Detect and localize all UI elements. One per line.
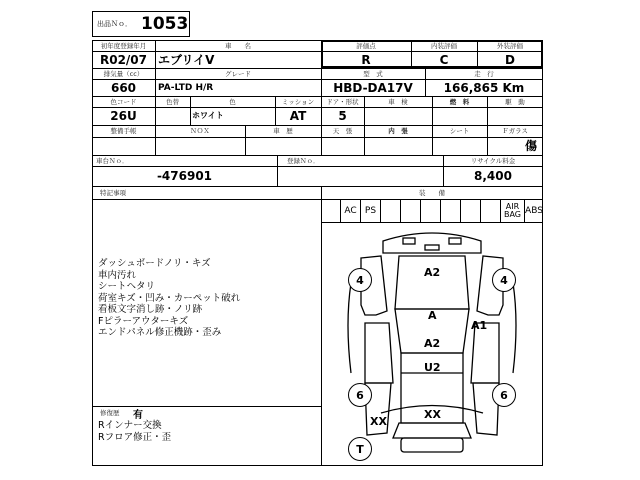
first-registration: R02/07 xyxy=(99,52,148,67)
doors-label: ドア・形状 xyxy=(326,97,359,106)
equipment-item: ABS xyxy=(525,206,543,216)
tire-front-left: 4 xyxy=(348,268,372,292)
equipment-item: AIR BAG xyxy=(501,199,525,223)
equipment-item: PS xyxy=(361,199,381,223)
repaint xyxy=(155,107,190,125)
equipment-item xyxy=(421,199,441,223)
remark-line: ダッシュボードノリ・キズ xyxy=(98,258,211,269)
equipment-label: 装 備 xyxy=(419,188,445,197)
equipment-item xyxy=(441,199,461,223)
equipment-item: AC xyxy=(341,199,361,223)
headliner-label: 天 張 xyxy=(332,127,353,135)
drive-label: 駆 動 xyxy=(505,97,525,106)
interior-score: C xyxy=(439,52,449,67)
drive xyxy=(487,107,543,125)
mileage: 166,865 Km xyxy=(443,80,525,95)
equipment-item xyxy=(381,199,401,223)
tire-rear-right: 6 xyxy=(492,383,516,407)
car-name: エブリイV xyxy=(158,52,215,67)
repaint-label: 色替 xyxy=(166,97,179,106)
remark-line: シートヘタリ xyxy=(98,281,156,292)
remarks-label: 特記事項 xyxy=(100,189,126,197)
damage-rear-left: XX xyxy=(370,415,387,428)
fuel xyxy=(432,107,487,125)
equipment-item xyxy=(461,199,481,223)
repair-history-value: 有 xyxy=(133,410,143,421)
front-glass: 傷 xyxy=(524,139,537,153)
displacement-label: 排気量（cc） xyxy=(103,69,144,78)
remark-line: 車内汚れ xyxy=(98,269,137,281)
equipment-item xyxy=(401,199,421,223)
inspection-label: 車 検 xyxy=(388,97,408,106)
chassis-number-label: 車台Ｎｏ． xyxy=(96,157,129,165)
recycle-fee-label: リサイクル料金 xyxy=(470,156,516,165)
recycle-fee: 8,400 xyxy=(474,169,512,183)
damage-hood: A2 xyxy=(424,266,441,279)
repair-line: Rインナー交換 xyxy=(98,420,162,431)
lot-number-box xyxy=(92,11,190,37)
grade-label: グレード xyxy=(225,69,251,78)
equipment-item xyxy=(481,199,501,223)
remarks-list xyxy=(98,258,318,339)
grade: PA-LTD H/R xyxy=(158,82,214,93)
damage-roof: A2 xyxy=(424,337,441,350)
remark-line: 荷室キズ・凹み・カーペット破れ xyxy=(98,292,241,304)
lot-number: 1053 xyxy=(141,14,189,34)
equipment-item xyxy=(321,199,341,223)
model-code-label: 型 式 xyxy=(363,69,383,78)
displacement: 660 xyxy=(110,80,137,95)
tire-front-right: 4 xyxy=(492,268,516,292)
score: R xyxy=(361,52,371,67)
exterior-score: D xyxy=(505,52,515,67)
repair-line: Rフロア修正・歪 xyxy=(98,431,172,443)
remark-line: 看板文字消し跡・ノリ跡 xyxy=(98,304,203,315)
exterior-score-label: 外装評価 xyxy=(497,41,523,50)
history-label: 車 歴 xyxy=(273,127,293,135)
color: ホワイト xyxy=(192,111,224,120)
score-label: 評価点 xyxy=(356,41,376,50)
remark-line: Fピラーアウターキズ xyxy=(98,315,189,327)
remark-line: エンドパネル修正機跡・歪み xyxy=(98,327,222,338)
lot-number-label: 出品Ｎｏ． xyxy=(97,20,132,28)
car-name-label: 車 名 xyxy=(225,41,251,50)
registration-number-label: 登録Ｎｏ． xyxy=(287,157,320,165)
damage-windshield: A xyxy=(428,309,437,322)
first-registration-label: 初年度登録年月 xyxy=(100,41,147,50)
damage-right-pillar: A1 xyxy=(471,319,488,332)
chassis-number: -476901 xyxy=(156,169,213,183)
color-code-label: 色コード xyxy=(110,97,137,106)
mileage-label: 走 行 xyxy=(474,69,494,78)
maintenance-book-label: 整備手帳 xyxy=(110,127,137,135)
transmission-label: ミッション xyxy=(281,97,315,106)
inspection xyxy=(364,107,432,125)
model-code: HBD-DA17V xyxy=(333,80,413,95)
transmission: AT xyxy=(289,109,307,123)
seat-label: シート xyxy=(449,127,470,135)
color-code: 26U xyxy=(110,109,137,123)
damage-rear-center: XX xyxy=(424,408,441,421)
nox-label: ＮＯＸ xyxy=(190,127,210,135)
doors: 5 xyxy=(338,109,347,123)
front-glass-label: Ｆガラス xyxy=(502,127,528,135)
spare-tire: T xyxy=(348,437,372,461)
inner-lining-label: 内 張 xyxy=(388,127,408,135)
color-label: 色 xyxy=(229,97,236,106)
interior-score-label: 内装評価 xyxy=(431,41,457,50)
tire-rear-left: 6 xyxy=(348,383,372,407)
repair-history-label: 修復歴 xyxy=(100,409,120,417)
fuel-label: 燃 料 xyxy=(449,97,470,106)
damage-cargo: U2 xyxy=(424,361,441,374)
equipment-grid xyxy=(321,199,543,223)
repair-lines xyxy=(98,420,318,443)
